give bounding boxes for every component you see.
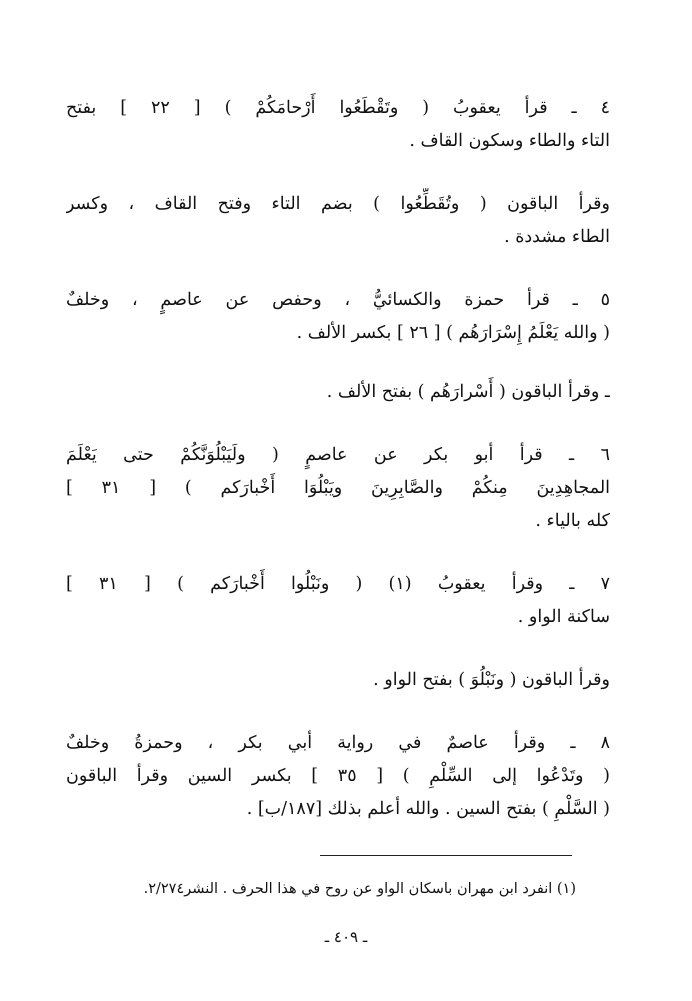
paragraph-6: [66, 439, 610, 538]
paragraph-4-others: [66, 188, 610, 254]
text-line: ٦ ـ قرأ أبو بكر عن عاصمٍ ( ولَيَبْلُوَنَّكُمْ حتى يَعْلَمَ: [66, 445, 610, 465]
text-line: ٥ ـ قرأ حمزة والكسائيُّ ، وحفص عن عاصمٍ ، وخلفٌ: [66, 290, 610, 310]
text-line: ( السَّلْمِ ) بفتح السين . والله أعلم بذلك [١٨٧/ب] .: [246, 799, 610, 819]
paragraph-gap: [66, 538, 610, 568]
paragraph-gap: [66, 350, 610, 376]
text-line: ٧ ـ وقرأ يعقوبُ (١) ( ونَبْلُوا أَخْبارَكم ) [ ٣١ ]: [66, 574, 610, 594]
text-line: وقرأ الباقون ( ونَبْلُوَ ) بفتح الواو .: [373, 670, 610, 690]
text-line: الطاء مشددة .: [504, 227, 610, 247]
footnote-divider: [320, 855, 572, 856]
main-text: [66, 92, 610, 826]
paragraph-gap: [66, 254, 610, 284]
paragraph-5-others: [66, 376, 610, 409]
text-line: ( والله يَعْلَمُ إِسْرَارَهُم ) [ ٢٦ ] بكسر الألف .: [296, 323, 610, 343]
text-line: ( وتَدْعُوا إلى السِّلْمِ ) [ ٣٥ ] بكسر السين وقرأ الباقون: [66, 766, 610, 786]
text-line: ٤ ـ قرأ يعقوبُ ( وتَقْطَعُوا أَرْحامَكُمْ ) [ ٢٢ ] بفتح: [66, 98, 610, 118]
footnote: (١) انفرد ابن مهران باسكان الواو عن روح في هذا الحرف . النشر٢/٢٧٤.: [143, 881, 576, 897]
text-line: ـ وقرأ الباقون ( أَسْرارَهُم ) بفتح الألف .: [326, 382, 610, 402]
paragraph-gap: [66, 697, 610, 727]
page-number: ـ ٤٠٩ ـ: [324, 928, 368, 946]
paragraph-gap: [66, 158, 610, 188]
paragraph-7: [66, 568, 610, 634]
text-line: كله بالياء .: [535, 511, 610, 531]
paragraph-8: [66, 727, 610, 826]
paragraph-7-others: [66, 664, 610, 697]
text-line: المجاهِدِينَ مِنكُمْ والصَّابِرِينَ ويَبْلُوَا أَخْبارَكم ) [ ٣١ ]: [66, 478, 610, 498]
text-line: وقرأ الباقون ( وتُقَطِّعُوا ) بضم التاء وفتح القاف ، وكسر: [66, 194, 610, 214]
paragraph-gap: [66, 634, 610, 664]
paragraph-5: [66, 284, 610, 350]
paragraph-4: [66, 92, 610, 158]
text-line: التاء والطاء وسكون القاف .: [409, 131, 610, 151]
text-line: ساكنة الواو .: [517, 607, 610, 627]
text-line: ٨ ـ وقرأ عاصمٌ في رواية أبي بكر ، وحمزةُ وخلفٌ: [66, 733, 610, 753]
paragraph-gap: [66, 409, 610, 439]
